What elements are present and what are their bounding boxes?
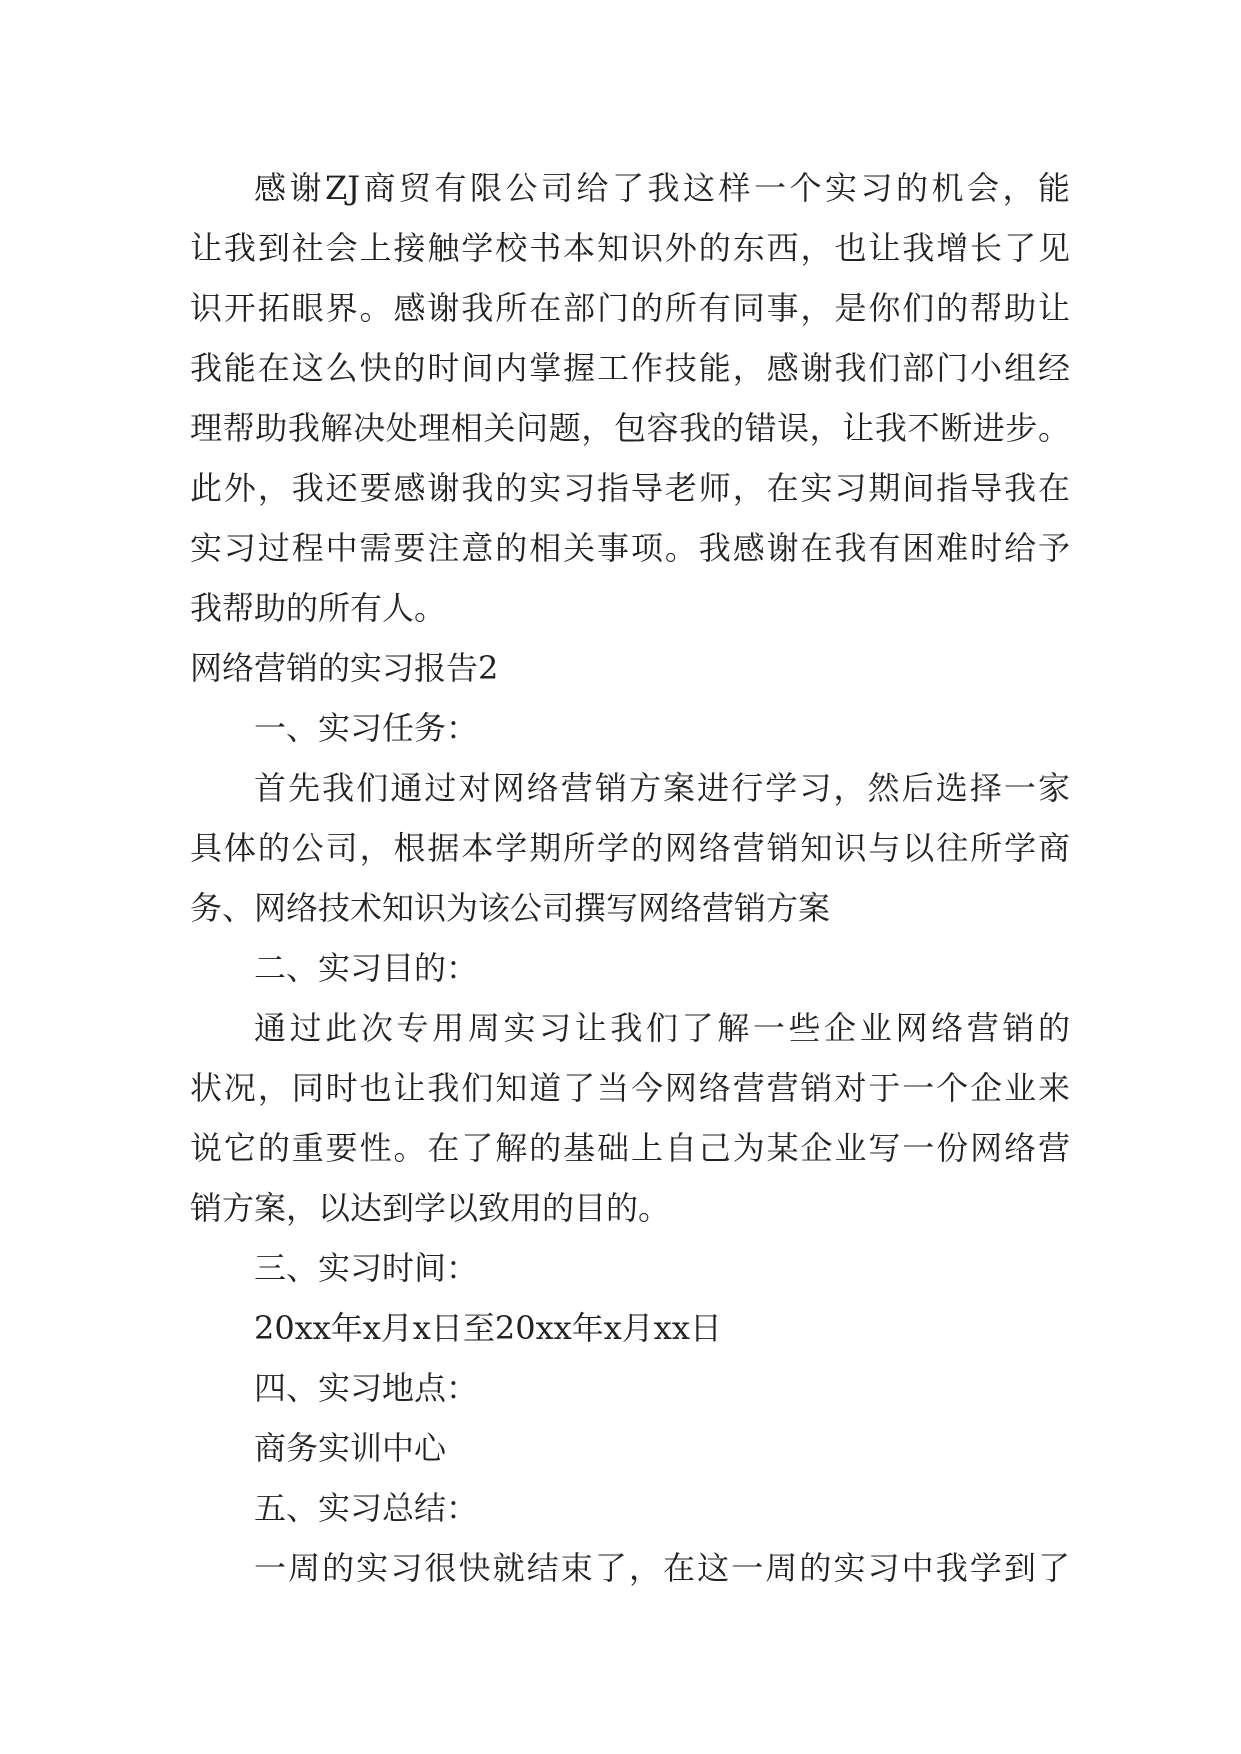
- text-line: 一周的实习很快就结束了，在这一周的实习中我学到了: [254, 1549, 1070, 1587]
- text-line: 通过此次专用周实习让我们了解一些企业网络营销的: [254, 1009, 1070, 1047]
- text-line: 商务实训中心: [254, 1429, 447, 1467]
- text-line: 实习过程中需要注意的相关事项。我感谢在我有困难时给予: [190, 529, 1070, 567]
- text-line: 我帮助的所有人。: [190, 589, 447, 627]
- section-heading: 一、实习任务：: [254, 709, 479, 747]
- text-line: 让我到社会上接触学校书本知识外的东西，也让我增长了见: [190, 229, 1070, 267]
- text-line: 理帮助我解决处理相关问题，包容我的错误，让我不断进步。: [190, 409, 1070, 447]
- text-line: 此外，我还要感谢我的实习指导老师，在实习期间指导我在: [190, 469, 1070, 507]
- text-line: 务、网络技术知识为该公司撰写网络营销方案: [190, 889, 831, 927]
- section-heading: 五、实习总结：: [254, 1489, 479, 1527]
- text-line: 识开拓眼界。感谢我所在部门的所有同事，是你们的帮助让: [190, 289, 1070, 327]
- report-title: 网络营销的实习报告2: [190, 649, 499, 687]
- text-line: 说它的重要性。在了解的基础上自己为某企业写一份网络营: [190, 1129, 1070, 1167]
- text-line: 首先我们通过对网络营销方案进行学习，然后选择一家: [254, 769, 1070, 807]
- section-heading: 四、实习地点：: [254, 1369, 479, 1407]
- text-line: 感谢ZJ商贸有限公司给了我这样一个实习的机会，能: [254, 169, 1070, 207]
- text-line: 20xx年x月x日至20xx年x月xx日: [254, 1309, 722, 1347]
- section-heading: 三、实习时间：: [254, 1249, 479, 1287]
- section-heading: 二、实习目的：: [254, 949, 479, 987]
- text-line: 具体的公司，根据本学期所学的网络营销知识与以往所学商: [190, 829, 1070, 867]
- text-line: 我能在这么快的时间内掌握工作技能，感谢我们部门小组经: [190, 349, 1070, 387]
- text-line: 状况，同时也让我们知道了当今网络营营销对于一个企业来: [190, 1069, 1070, 1107]
- text-line: 销方案，以达到学以致用的目的。: [190, 1189, 671, 1227]
- document-body: [190, 158, 1070, 1598]
